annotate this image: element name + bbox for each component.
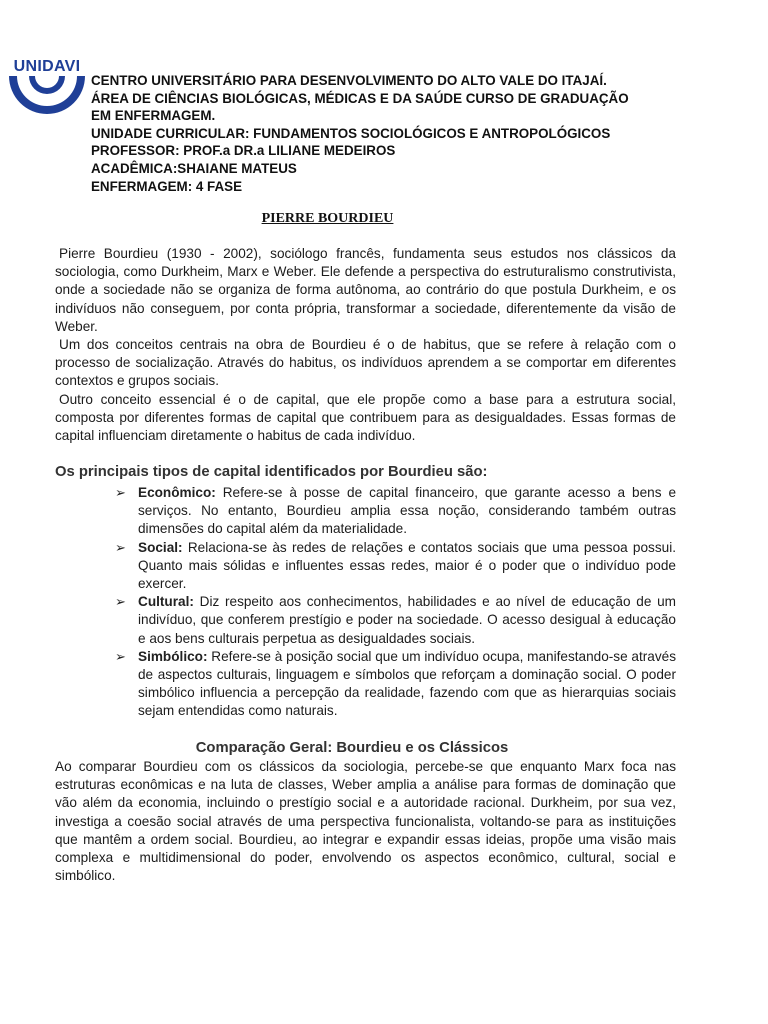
arrow-bullet-icon: ➢	[115, 648, 126, 664]
header-line: UNIDADE CURRICULAR: FUNDAMENTOS SOCIOLÓGICOS E ANTROPOLÓGICOS	[91, 125, 611, 141]
intro-text	[55, 245, 676, 445]
logo-wordmark: UNIDAVI	[13, 58, 81, 75]
intro-paragraph: Pierre Bourdieu (1930 - 2002), sociólogo francês, fundamenta seus estudos nos clássicos da sociologia, como Durkheim, Marx e Weber. Ele defende a perspectiva do estruturalismo construtivista, onde a sociedade não se organiza de forma autônoma, ao contrário do que postula Durkheim, e os indivíduos não conseguem, por conta própria, transformar a sociedade, diferentemente da visão de Weber.	[55, 246, 676, 334]
capital-term: Social:	[138, 539, 183, 555]
header-line: ÁREA DE CIÊNCIAS BIOLÓGICAS, MÉDICAS E DA SAÚDE CURSO DE GRADUAÇÃO	[91, 90, 629, 106]
capital-term: Cultural:	[138, 594, 194, 610]
header-line: EM ENFERMAGEM.	[91, 108, 216, 124]
capital-description: Diz respeito aos conhecimentos, habilidades e ao nível de educação de um indivíduo, que conferem prestígio e poder na sociedade. O acesso desigual à educação e aos bens culturais perpetua as desigualdades sociais.	[138, 594, 677, 646]
logo-emblem-icon	[7, 72, 87, 128]
intro-paragraph: Um dos conceitos centrais na obra de Bourdieu é o de habitus, que se refere à relação com o processo de socialização. Através do habitus, os indivíduos aprendem a se comportar em diferentes contextos e grupos sociais.	[55, 337, 676, 389]
capital-description: Refere-se à posse de capital financeiro, que garante acesso a bens e serviços. No entanto, Bourdieu amplia essa noção, considerando também outras dimensões do capital além da materialidade.	[138, 485, 677, 537]
header-line: ENFERMAGEM: 4 FASE	[91, 178, 243, 194]
comparison-heading: Comparação Geral: Bourdieu e os Clássicos	[195, 740, 509, 756]
list-item	[112, 648, 676, 721]
capital-description: Refere-se à posição social que um indivíduo ocupa, manifestando-se através de aspectos culturais, linguagem e símbolos que reforçam a dominação social. O poder simbólico influencia a percepção da realidade, fazendo com que as hierarquias sociais sejam entendidas como naturais.	[138, 648, 676, 719]
header-line: PROFESSOR: PROF.a DR.a LILIANE MEDEIROS	[91, 143, 396, 159]
list-item	[112, 593, 676, 648]
comparison-paragraph: Ao comparar Bourdieu com os clássicos da sociologia, percebe-se que enquanto Marx foca nas estruturas econômicas e na luta de classes, Weber amplia a análise para formas de dominação que vão além da economia, incluindo o prestígio social e a autoridade racional. Durkheim, por sua vez, investiga a coesão social através de uma perspectiva funcionalista, voltando-se para as instituições que mantêm a ordem social. Bourdieu, ao integrar e expandir essas ideias, propõe uma visão mais complexa e multidimensional do poder, envolvendo os aspectos econômico, cultural, social e simbólico.	[55, 759, 676, 884]
arrow-bullet-icon: ➢	[115, 539, 126, 555]
list-item	[112, 539, 676, 594]
capital-term: Simbólico:	[138, 648, 208, 664]
capital-section-heading: Os principais tipos de capital identificados por Bourdieu são:	[55, 464, 488, 480]
document-title: PIERRE BOURDIEU	[261, 211, 394, 226]
institution-header	[91, 72, 691, 195]
intro-paragraph: Outro conceito essencial é o de capital, que ele propõe como a base para a estrutura social, composta por diferentes formas de capital que contribuem para as desigualdades. Essas formas de capital influenciam diretamente o habitus de cada indivíduo.	[55, 391, 676, 444]
unidavi-logo	[7, 58, 87, 124]
header-line: ACADÊMICA:SHAIANE MATEUS	[91, 160, 297, 176]
comparison-text	[55, 758, 676, 885]
arrow-bullet-icon: ➢	[115, 485, 126, 500]
arrow-bullet-icon: ➢	[115, 594, 126, 610]
list-item	[112, 484, 676, 539]
header-line: CENTRO UNIVERSITÁRIO PARA DESENVOLVIMENTO DO ALTO VALE DO ITAJAÍ.	[91, 73, 607, 88]
capital-types-list	[112, 484, 676, 721]
capital-description: Relaciona-se às redes de relações e contatos sociais que uma pessoa possui. Quanto mais sólidas e influentes essas redes, maior é o poder que o indivíduo pode exercer.	[138, 539, 677, 592]
capital-term: Econômico:	[138, 485, 216, 500]
